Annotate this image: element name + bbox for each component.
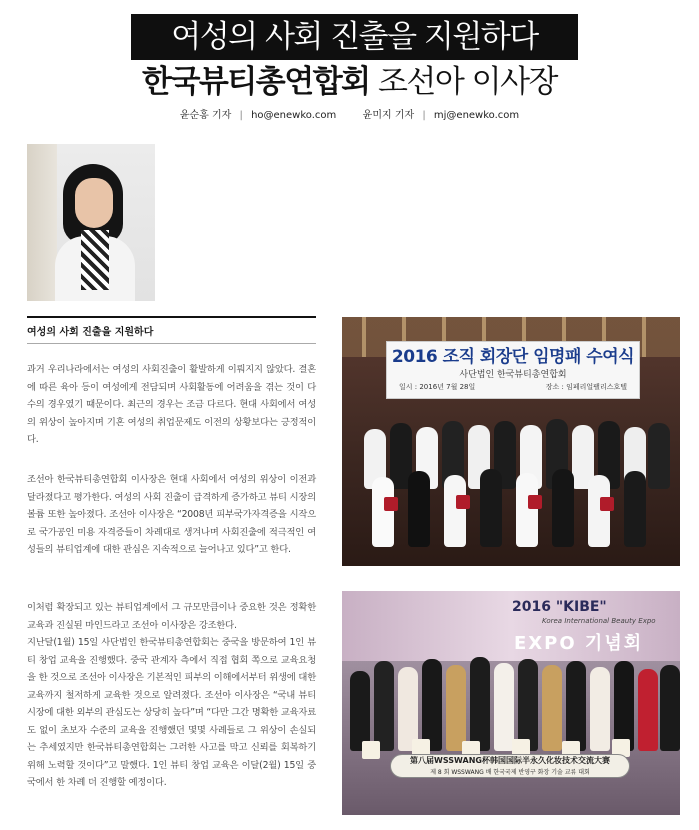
subhead-org: 한국뷰티총연합회 — [142, 64, 370, 100]
ceremony-crowd — [352, 409, 670, 566]
paragraph-3: 이처럼 확장되고 있는 뷰티업계에서 그 규모만큼이나 중요한 것은 정확한 교육과 진실된 마인드라고 조선아 이사장은 강조한다. 지난달(1월) 15일 사단법인 한국뷰티총연합회는 중국을 방문하여 1인 뷰티 창업 교육을 진행했다. 중국 관계자 측에서 직접 협회 쪽으로 교육요청을 한 것으로 조선아 이사장은 기본적인 피부의 이해에서부터 위생에 대한 교육까지 철저하게 교육한 것으로 알려졌다. 조선아 이사장은 “국내 뷰티 시장에 대한 외부의 관심도는 상당히 높다”며 “다만 그간 명확한 교육자료도 없이 초보자 수준의 교육을 진행했던 몇몇 사례들로 그 위상이 손실되는 추세였지만 한국뷰티총연합회는 그러한 사고를 막고 신뢰를 회복하기 위해 노력할 것이다”고 말했다. 1인 뷰티 창업 교육은 이달(2월) 15일 중국에서 한 차례 더 진행할 예정이다. — [27, 602, 316, 788]
subhead-person: 조선아 이사장 — [377, 64, 557, 100]
expo-strip-chinese: 第八届WSSWANG杯韩国国际半永久化妆技术交流大赛 — [410, 756, 610, 765]
portrait-photo — [27, 144, 155, 301]
banner-place: 장소 : 임페리얼팰리스호텔 — [545, 383, 627, 391]
reporter2-name: 윤미지 기자 — [362, 110, 415, 121]
ceremony-banner — [386, 341, 640, 399]
banner-subtitle: 사단법인 한국뷰티총연합회 — [459, 370, 567, 380]
banner-title: 2016 조직 회장단 임명패 수여식 — [391, 347, 635, 367]
expo-photo — [342, 591, 680, 815]
reporter1-name: 윤순홍 기자 — [179, 110, 232, 121]
expo-kibe-title: 2016 "KIBE" — [512, 599, 607, 615]
expo-strip-banner — [390, 754, 630, 778]
expo-strip-korean: 제 8 회 WSSWANG 배 한국국제 반영구 화장 기술 교류 대회 — [430, 769, 590, 776]
ceremony-photo — [342, 317, 680, 566]
expo-crowd — [342, 641, 680, 815]
expo-kibe-subtitle: Korea International Beauty Expo — [542, 617, 656, 625]
byline-separator: | — [422, 110, 426, 121]
reporter1-email[interactable]: ho@enewko.com — [251, 110, 337, 121]
subhead — [0, 62, 699, 102]
banner-date: 일시 : 2016년 7월 28일 — [399, 383, 476, 391]
section-title: 여성의 사회 진출을 지원하다 — [27, 316, 316, 344]
expo-kibe-banner: EXPO 기념회 — [514, 633, 644, 654]
byline-separator: | — [239, 110, 243, 121]
paragraph-2: 조선아 한국뷰티총연합회 이사장은 현대 사회에서 여성의 위상이 이전과 달라졌다고 평가한다. 여성의 사회 진출이 급격하게 증가하고 뷰티 시장의 볼륨 또한 높아졌다. 조선아 이사장은 “2008년 피부국가자격증을 시작으로 국가공인 미용 자격증들이 차례대로 생겨나며 사회진출에 적극적인 여성들의 뷰티업계에 대한 관심은 지속적으로 늘어나고 있다”고 한다. — [27, 474, 316, 555]
byline — [0, 106, 699, 121]
headline: 여성의 사회 진출을 지원하다 — [131, 14, 578, 60]
reporter2-email[interactable]: mj@enewko.com — [433, 110, 520, 121]
paragraph-1: 과거 우리나라에서는 여성의 사회진출이 활발하게 이뤄지지 않았다. 결혼에 따른 육아 등이 여성에게 전담되며 사회활동에 어려움을 겪는 것이 다수의 경우였기 때문이다. 최근의 경우는 조금 다르다. 현대 사회에서 여성의 위상이 높아지며 기혼 여성의 취업문제도 이전의 상황보다는 긍정적이다. — [27, 364, 316, 445]
